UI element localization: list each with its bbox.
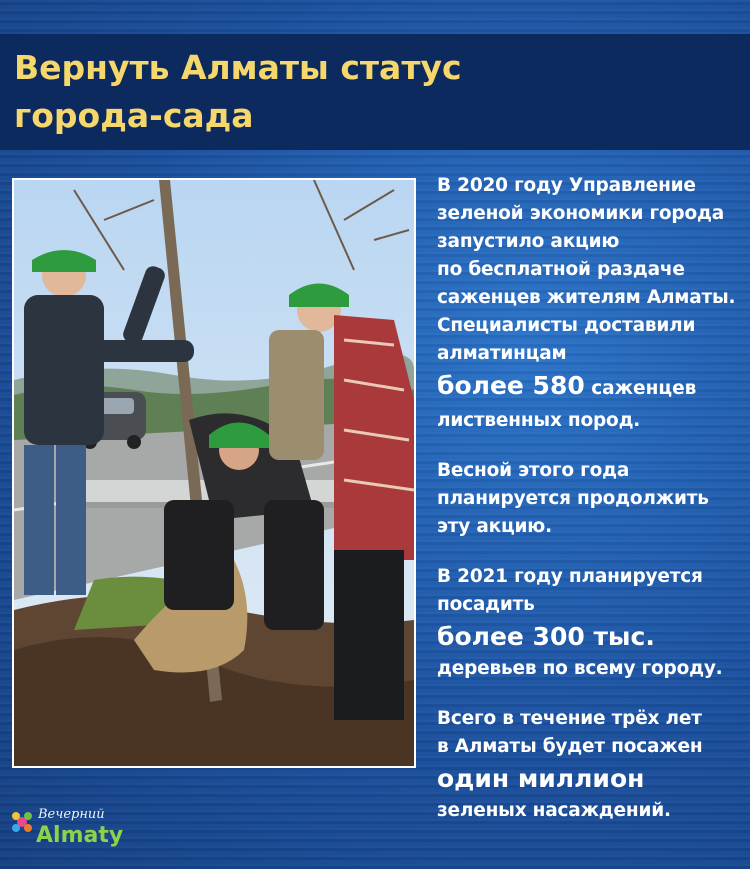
logo-top-text: Вечерний [38,807,105,822]
paragraph-580-tail: лиственных пород. [437,410,641,431]
paragraph-spring: Весной этого года планируется продолжить эту акцию. [437,460,709,537]
title-band [0,34,750,150]
paragraph-2020-action: В 2020 году Управление зеленой экономики города запустило акцию по бесплатной раздаче саженцев жителям Алматы. Специалисты доставили алматинцам [437,175,736,364]
logo-mark [8,800,138,850]
flower-icon [12,812,32,832]
highlight-million: один миллион [437,764,645,793]
title-line-1: Вернуть Алматы статус [14,48,462,87]
highlight-580-rest: саженцев [584,378,697,399]
info-text-column [437,172,747,825]
highlight-580 [437,368,747,407]
paragraph-300k-tail: деревьев по всему городу. [437,658,723,679]
paragraph-2021: В 2021 году планируется посадить [437,566,703,615]
vechernii-almaty-logo [8,800,138,850]
photo-illustration [14,180,414,766]
highlight-580-number: более 580 [437,371,585,400]
paragraph-three-years: Всего в течение трёх лет в Алматы будет посажен [437,708,703,757]
tree-planting-photo [12,178,416,768]
highlight-300k: более 300 тыс. [437,622,655,651]
logo-bottom-text: Almaty [36,823,124,848]
title-line-2: города-сада [14,96,254,135]
page-title [14,44,734,140]
paragraph-million-tail: зеленых насаждений. [437,800,671,821]
